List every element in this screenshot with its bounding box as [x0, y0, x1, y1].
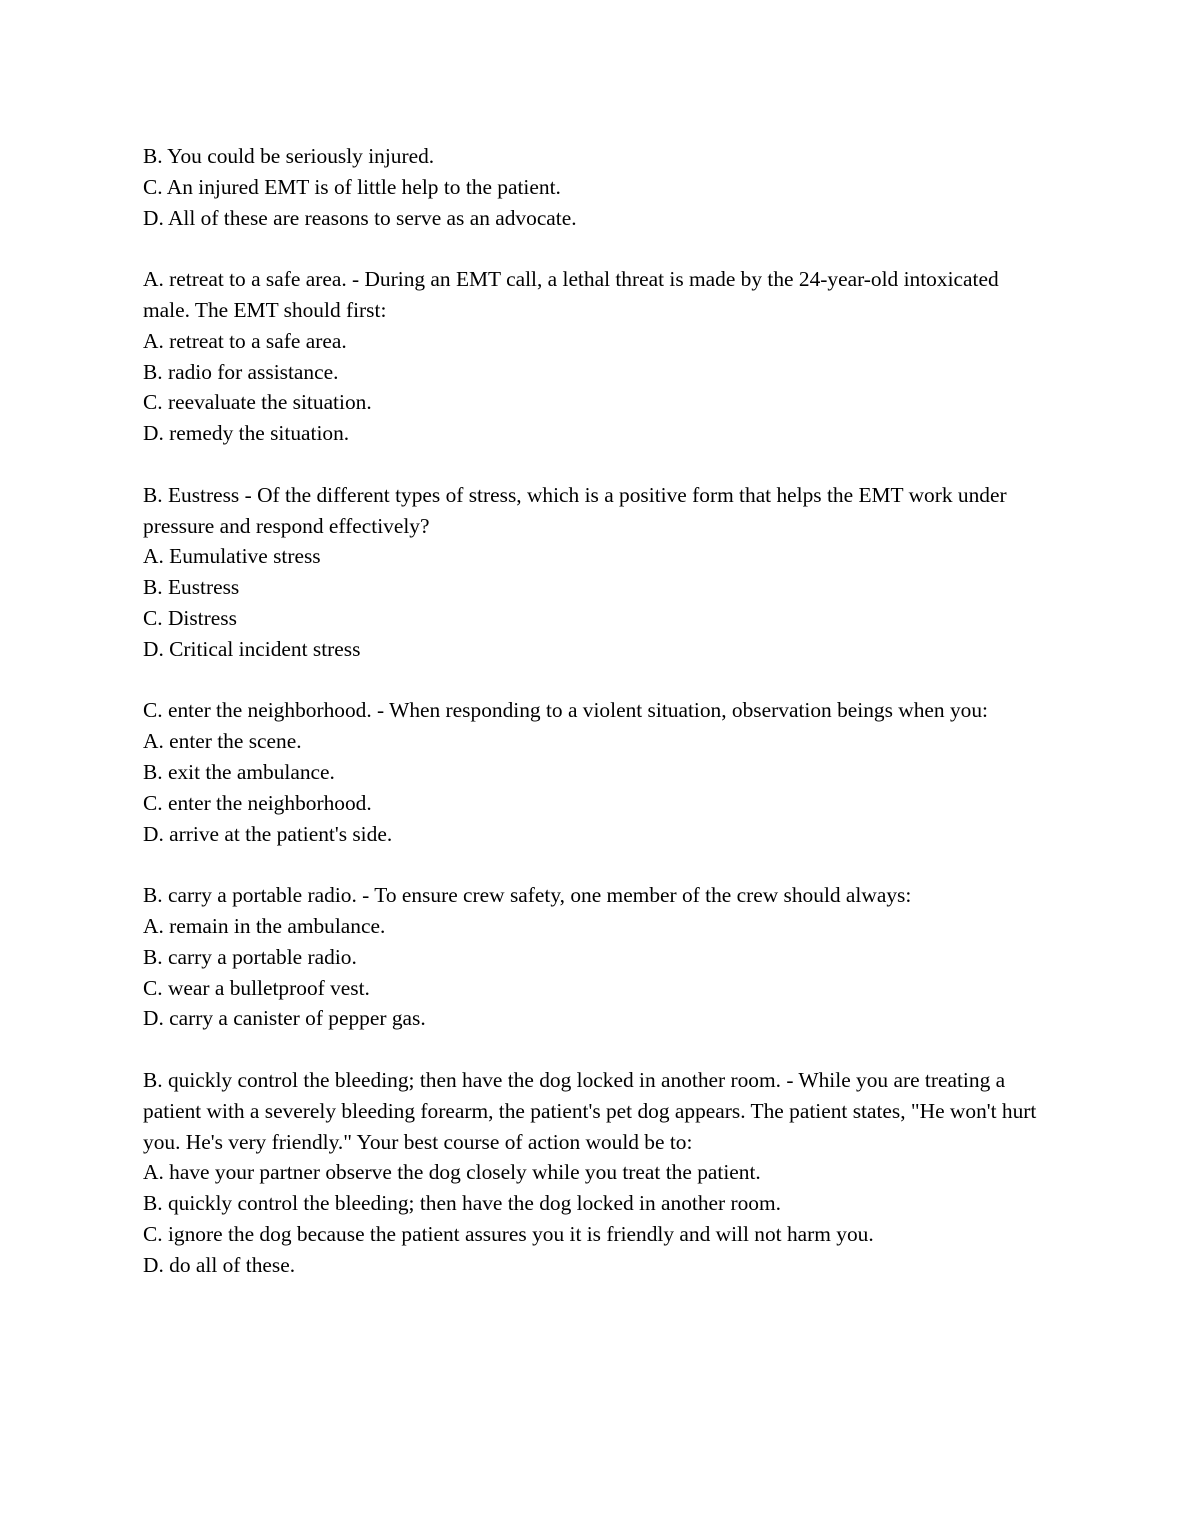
continued-question-block — [143, 141, 1043, 233]
answer-option: A. remain in the ambulance. — [143, 913, 386, 938]
answer-option: D. carry a canister of pepper gas. — [143, 1006, 426, 1031]
answer-option: C. wear a bulletproof vest. — [143, 975, 370, 1000]
answer-option: A. enter the scene. — [143, 729, 302, 754]
answer-option: B. exit the ambulance. — [143, 759, 335, 784]
answer-option: D. arrive at the patient's side. — [143, 821, 393, 846]
question-block — [143, 480, 1043, 665]
answer-option: B. quickly control the bleeding; then have the dog locked in another room. — [143, 1191, 781, 1216]
question-block — [143, 695, 1043, 849]
answer-option: C. ignore the dog because the patient assures you it is friendly and will not harm you. — [143, 1221, 874, 1246]
page-content — [143, 141, 1043, 1280]
answer-option: C. enter the neighborhood. — [143, 790, 372, 815]
answer-option: D. remedy the situation. — [143, 421, 350, 446]
answer-option: C. An injured EMT is of little help to the patient. — [143, 174, 561, 199]
question-block — [143, 264, 1043, 449]
answer-option: B. You could be seriously injured. — [143, 144, 435, 168]
answer-option: C. Distress — [143, 605, 237, 630]
question-stem: A. retreat to a safe area. - During an EMT call, a lethal threat is made by the 24-year-old intoxicated male. The EMT should first: — [143, 267, 999, 322]
answer-option: A. retreat to a safe area. — [143, 328, 347, 353]
answer-option: D. All of these are reasons to serve as an advocate. — [143, 205, 577, 230]
answer-option: C. reevaluate the situation. — [143, 390, 372, 415]
question-stem: B. Eustress - Of the different types of stress, which is a positive form that helps the EMT work under pressure and respond effectively? — [143, 482, 1007, 538]
answer-option: B. Eustress — [143, 575, 240, 600]
question-block — [143, 1065, 1043, 1281]
question-stem: B. carry a portable radio. - To ensure crew safety, one member of the crew should always: — [143, 883, 912, 908]
question-stem: B. quickly control the bleeding; then have the dog locked in another room. - While you are treating a patient with a severely bleeding forearm, the patient's pet dog appears. The patient states, "He won't hurt you. He's very friendly." Your best course of action would be to: — [143, 1067, 1037, 1154]
question-stem: C. enter the neighborhood. - When responding to a violent situation, observation beings when you: — [143, 698, 988, 723]
answer-option: A. Eumulative stress — [143, 544, 321, 569]
answer-option: B. radio for assistance. — [143, 359, 339, 384]
answer-option: D. Critical incident stress — [143, 636, 361, 661]
question-block — [143, 880, 1043, 1034]
answer-option: A. have your partner observe the dog closely while you treat the patient. — [143, 1160, 761, 1185]
answer-option: B. carry a portable radio. — [143, 944, 357, 969]
answer-option: D. do all of these. — [143, 1252, 296, 1277]
